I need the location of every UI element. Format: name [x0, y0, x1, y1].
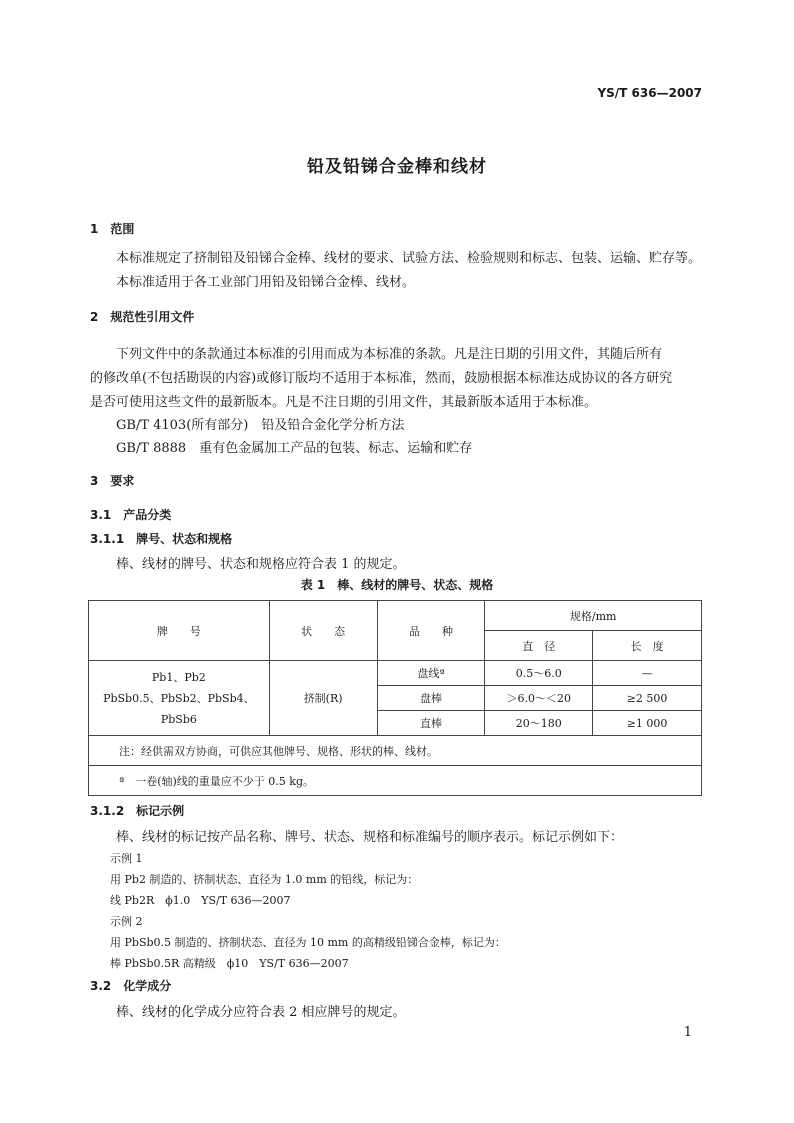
example-2-mark: 棒 PbSb0.5R 高精级 ϕ10 YS/T 636—2007	[110, 957, 349, 970]
reference-2: GB/T 8888 重有色金属加工产品的包装、标志、运输和贮存	[116, 441, 473, 456]
header-diameter: 直 径	[485, 631, 593, 661]
section-3-1-1-heading: 3.1.1 牌号、状态和规格	[90, 532, 233, 546]
section-1-para-2: 本标准适用于各工业部门用铅及铅锑合金棒、线材。	[116, 275, 416, 290]
example-2-label: 示例 2	[110, 915, 143, 928]
diameter-cell: 20～180	[485, 711, 593, 736]
table-1-caption: 表 1 棒、线材的牌号、状态、规格	[300, 578, 494, 592]
section-3-2-para: 棒、线材的化学成分应符合表 2 相应牌号的规定。	[116, 1005, 406, 1020]
page-number: 1	[683, 1025, 692, 1040]
length-cell: —	[593, 661, 702, 686]
section-2-heading: 2 规范性引用文件	[90, 310, 195, 324]
document-title: 铅及铅锑合金棒和线材	[307, 157, 487, 177]
example-1-label: 示例 1	[110, 852, 143, 865]
table-1	[88, 600, 702, 796]
grade-line-1: Pb1、Pb2	[151, 670, 206, 684]
reference-1: GB/T 4103(所有部分) 铅及铅合金化学分析方法	[116, 418, 405, 433]
standard-number: YS/T 636—2007	[597, 86, 702, 100]
header-length: 长 度	[593, 631, 702, 661]
product-cell: 直棒	[377, 711, 485, 736]
temper-cell: 挤制(R)	[269, 661, 377, 736]
header-grade: 牌 号	[89, 601, 270, 661]
header-product: 品 种	[377, 601, 485, 661]
section-3-1-2-heading: 3.1.2 标记示例	[90, 804, 185, 818]
header-spec: 规格/mm	[485, 601, 702, 631]
length-cell: ≥1 000	[593, 711, 702, 736]
length-cell: ≥2 500	[593, 686, 702, 711]
example-1-mark: 线 Pb2R ϕ1.0 YS/T 636—2007	[110, 894, 291, 907]
section-3-2-heading: 3.2 化学成分	[90, 979, 172, 993]
example-2-text: 用 PbSb0.5 制造的、挤制状态、直径为 10 mm 的高精级铅锑合金棒，标记为：	[110, 936, 506, 949]
diameter-cell: ＞6.0～＜20	[485, 686, 593, 711]
product-cell: 盘棒	[377, 686, 485, 711]
table-footnote: ª 一卷(轴)线的重量应不少于 0.5 kg。	[89, 766, 702, 796]
section-3-1-1-para: 棒、线材的牌号、状态和规格应符合表 1 的规定。	[116, 557, 406, 572]
example-1-text: 用 Pb2 制造的、挤制状态、直径为 1.0 mm 的铅线，标记为：	[110, 873, 419, 886]
grade-cell	[89, 661, 270, 736]
section-2-para-line-3: 是否可使用这些文件的最新版本。凡是不注日期的引用文件，其最新版本适用于本标准。	[90, 395, 598, 410]
diameter-cell: 0.5～6.0	[485, 661, 593, 686]
section-2-para-line-1: 下列文件中的条款通过本标准的引用而成为本标准的条款。凡是注日期的引用文件，其随后所有	[116, 347, 663, 362]
section-3-1-heading: 3.1 产品分类	[90, 508, 172, 522]
product-cell: 盘线ª	[377, 661, 485, 686]
header-temper: 状 态	[269, 601, 377, 661]
table-note: 注：经供需双方协商，可供应其他牌号、规格、形状的棒、线材。	[89, 736, 702, 766]
section-2-para-line-2: 的修改单(不包括勘误的内容)或修订版均不适用于本标准，然而，鼓励根据本标准达成协议的各方研究	[90, 371, 673, 386]
section-1-heading: 1 范围	[90, 222, 135, 236]
section-1-para-1: 本标准规定了挤制铅及铅锑合金棒、线材的要求、试验方法、检验规则和标志、包装、运输、贮存等。	[116, 251, 702, 266]
section-3-heading: 3 要求	[90, 474, 135, 488]
section-3-1-2-para: 棒、线材的标记按产品名称、牌号、状态、规格和标准编号的顺序表示。标记示例如下：	[116, 830, 624, 845]
grade-line-2: PbSb0.5、PbSb2、PbSb4、PbSb6	[103, 691, 255, 726]
